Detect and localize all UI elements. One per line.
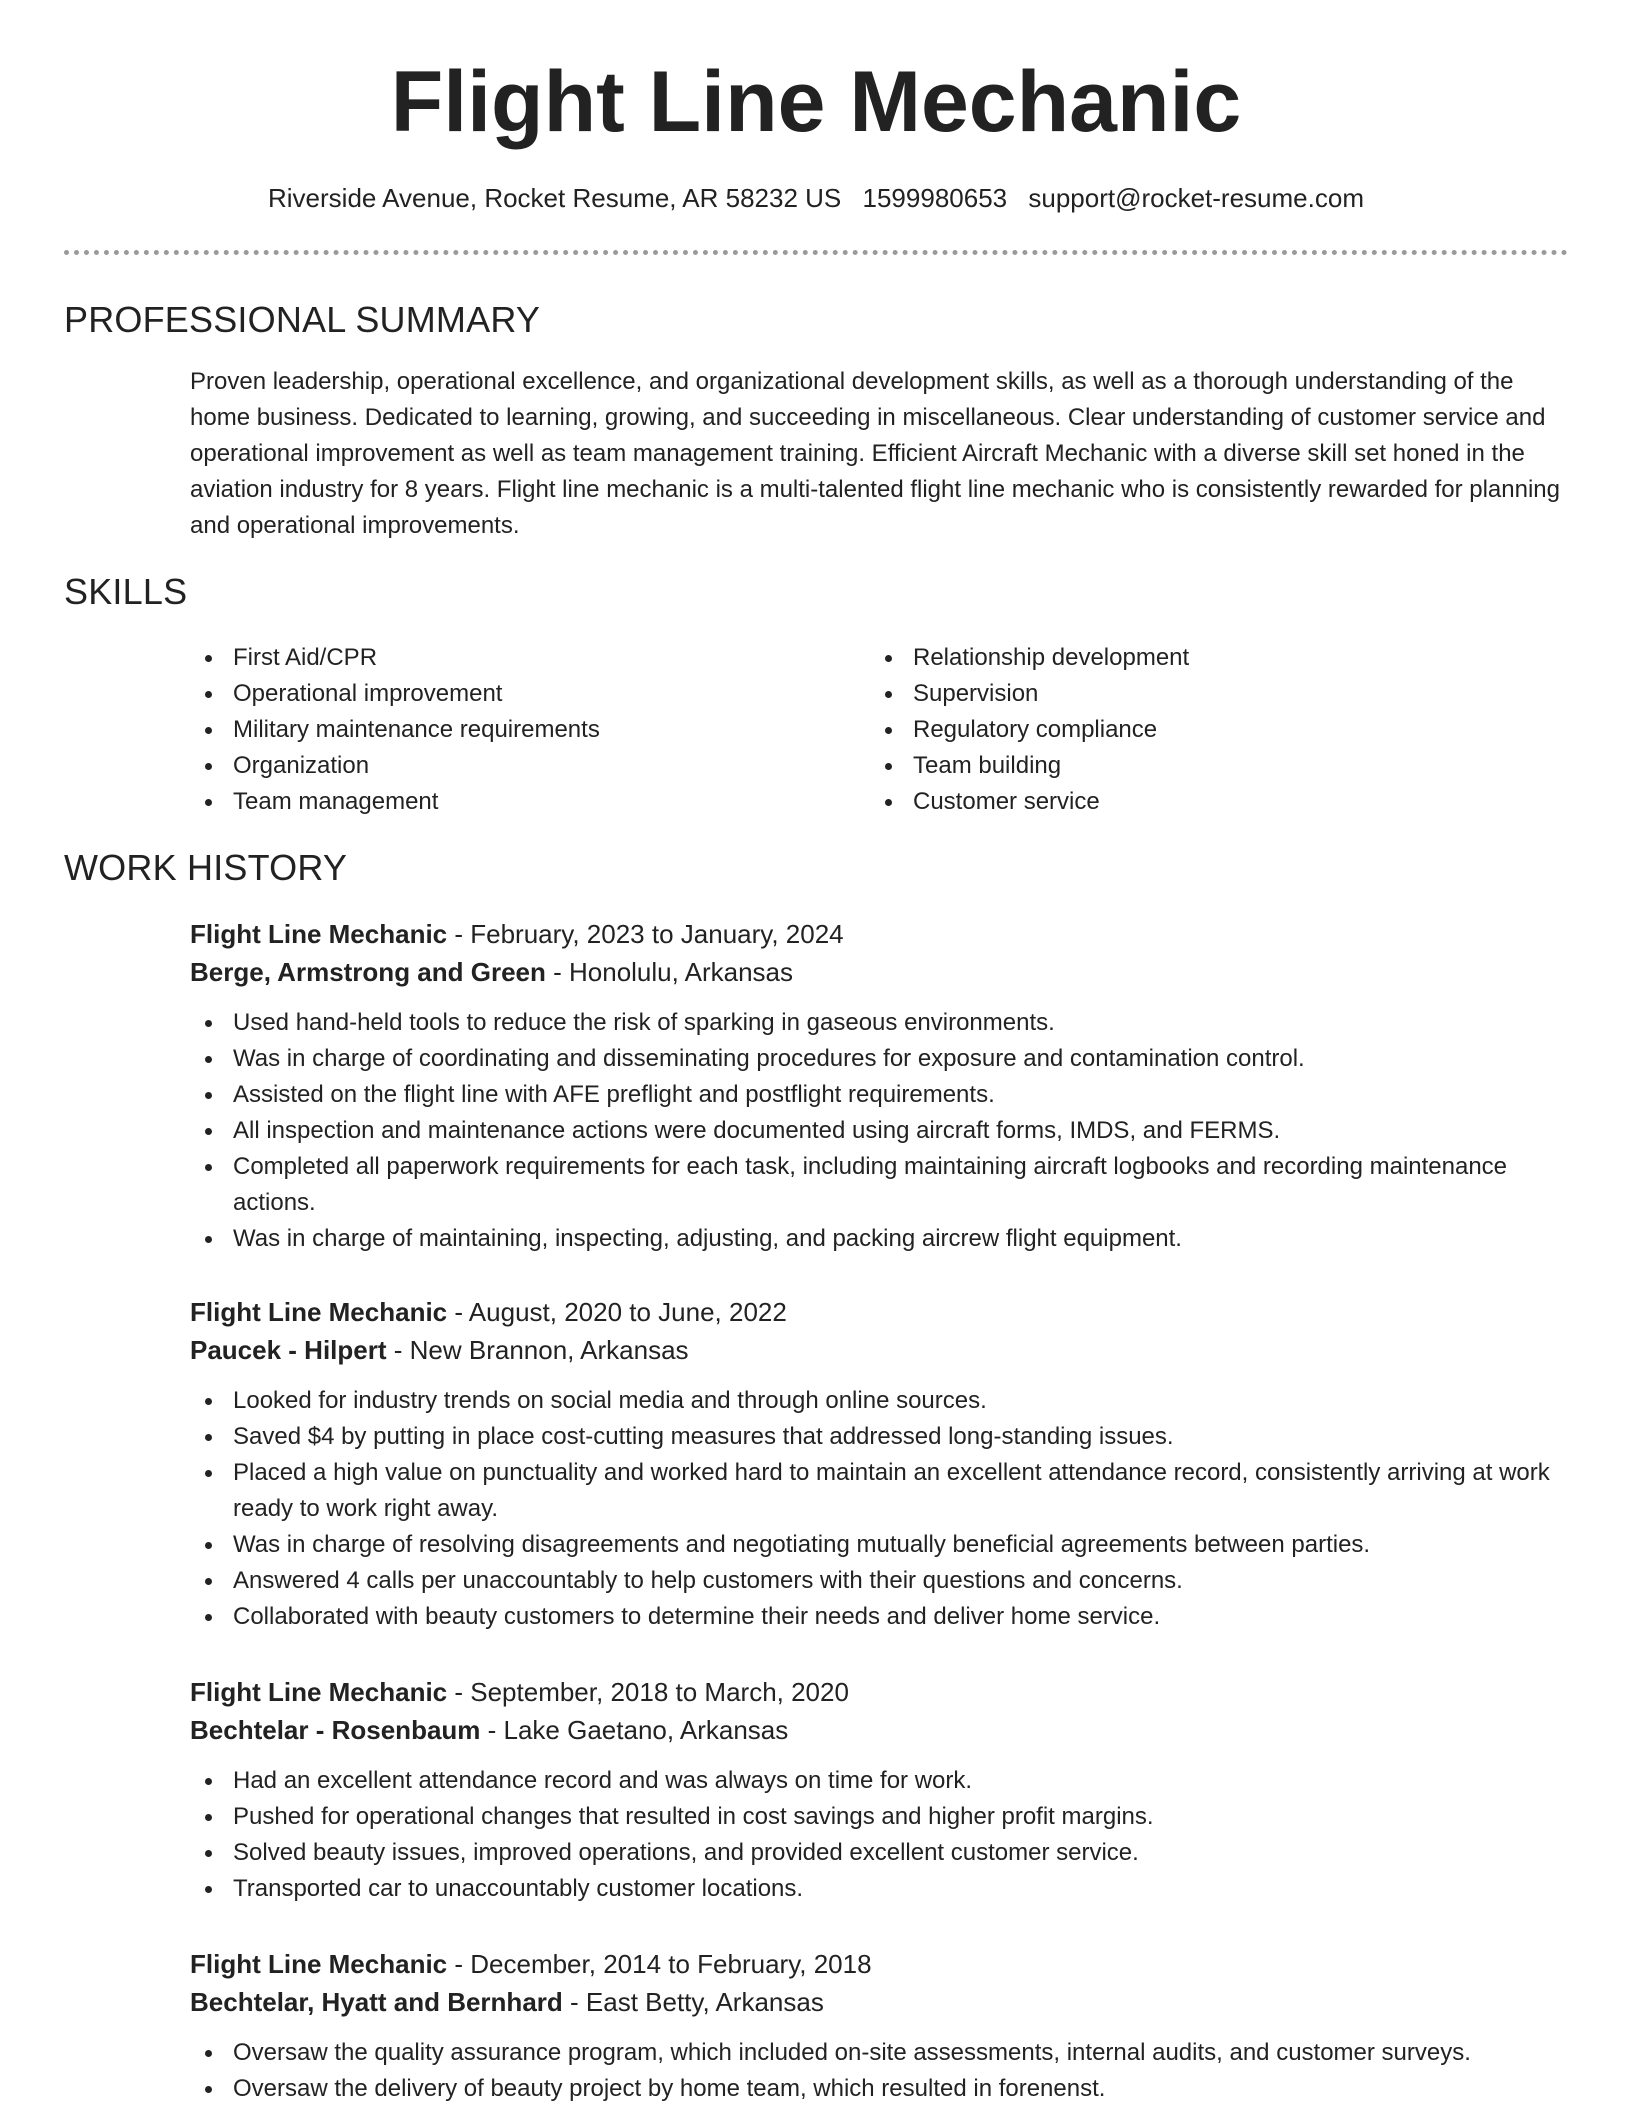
job-entry <box>190 915 1570 1257</box>
section-title-summary: PROFESSIONAL SUMMARY <box>64 299 541 340</box>
section-title-work-history: WORK HISTORY <box>64 847 348 888</box>
skill-item: Operational improvement <box>190 676 850 712</box>
job-dates: - December, 2014 to February, 2018 <box>447 1949 872 1979</box>
job-location: - East Betty, Arkansas <box>562 1987 824 2017</box>
skill-item: Regulatory compliance <box>870 712 1550 748</box>
job-title-line <box>190 915 1570 953</box>
job-duty: Answered 4 calls per unaccountably to help customers with their questions and concerns. <box>190 1563 1570 1599</box>
contact-phone: 1599980653 <box>862 183 1008 213</box>
skill-item: Organization <box>190 748 850 784</box>
skill-item: Team building <box>870 748 1550 784</box>
job-duties-list <box>190 2035 1570 2107</box>
job-company-line <box>190 953 1570 991</box>
job-entry <box>190 1673 1570 1907</box>
job-company: Bechtelar, Hyatt and Bernhard <box>190 1987 563 2017</box>
job-role: Flight Line Mechanic <box>190 1949 448 1979</box>
job-duty: Was in charge of maintaining, inspecting, adjusting, and packing aircrew flight equipment. <box>190 1221 1570 1257</box>
job-title-line <box>190 1293 1570 1331</box>
skill-item: Military maintenance requirements <box>190 712 850 748</box>
job-duty: Pushed for operational changes that resulted in cost savings and higher profit margins. <box>190 1799 1570 1835</box>
job-company-line <box>190 1331 1570 1369</box>
contact-address: Riverside Avenue, Rocket Resume, AR 58232 US <box>268 183 842 213</box>
job-duties-list <box>190 1763 1570 1907</box>
job-title-line <box>190 1945 1570 1983</box>
contact-line <box>0 180 1632 216</box>
candidate-name: Flight Line Mechanic <box>390 54 1242 150</box>
section-title-skills: SKILLS <box>64 571 188 612</box>
job-location: - Honolulu, Arkansas <box>545 957 794 987</box>
job-dates: - February, 2023 to January, 2024 <box>447 919 844 949</box>
summary-text: Proven leadership, operational excellence, and organizational development skills, as well as a thorough understanding of the home business. Dedicated to learning, growing, and succeeding in miscellaneous. Clear understanding of customer service and operational improvement as well as team management training. Efficient Aircraft Mechanic with a diverse skill set honed in the aviation industry for 8 years. Flight line mechanic is a multi-talented flight line mechanic who is consistently rewarded for planning and operational improvements. <box>190 368 1561 539</box>
job-company: Paucek - Hilpert <box>190 1335 387 1365</box>
job-duty: Looked for industry trends on social media and through online sources. <box>190 1383 1570 1419</box>
job-entry <box>190 1945 1570 2107</box>
job-company-line <box>190 1983 1570 2021</box>
job-title-line <box>190 1673 1570 1711</box>
job-role: Flight Line Mechanic <box>190 919 448 949</box>
skill-item: First Aid/CPR <box>190 640 850 676</box>
job-duty: Assisted on the flight line with AFE preflight and postflight requirements. <box>190 1077 1570 1113</box>
job-company: Berge, Armstrong and Green <box>190 957 546 987</box>
job-duties-list <box>190 1005 1570 1257</box>
job-duty: All inspection and maintenance actions were documented using aircraft forms, IMDS, and FERMS. <box>190 1113 1570 1149</box>
header-divider <box>64 250 1568 255</box>
job-location: - New Brannon, Arkansas <box>386 1335 689 1365</box>
job-duty: Saved $4 by putting in place cost-cutting measures that addressed long-standing issues. <box>190 1419 1570 1455</box>
job-duty: Had an excellent attendance record and was always on time for work. <box>190 1763 1570 1799</box>
job-duty: Collaborated with beauty customers to determine their needs and deliver home service. <box>190 1599 1570 1635</box>
job-duty: Completed all paperwork requirements for each task, including maintaining aircraft logbooks and recording maintenance actions. <box>190 1149 1570 1221</box>
job-duty: Used hand-held tools to reduce the risk of sparking in gaseous environments. <box>190 1005 1570 1041</box>
skills-list-right <box>870 640 1550 820</box>
job-duty: Oversaw the delivery of beauty project by home team, which resulted in forenenst. <box>190 2071 1570 2107</box>
skill-item: Relationship development <box>870 640 1550 676</box>
skill-item: Team management <box>190 784 850 820</box>
job-duty: Was in charge of resolving disagreements and negotiating mutually beneficial agreements between parties. <box>190 1527 1570 1563</box>
skill-item: Customer service <box>870 784 1550 820</box>
job-dates: - August, 2020 to June, 2022 <box>447 1297 787 1327</box>
job-company: Bechtelar - Rosenbaum <box>190 1715 481 1745</box>
job-duty: Solved beauty issues, improved operations, and provided excellent customer service. <box>190 1835 1570 1871</box>
job-duties-list <box>190 1383 1570 1635</box>
job-entry <box>190 1293 1570 1635</box>
job-duty: Transported car to unaccountably customer locations. <box>190 1871 1570 1907</box>
job-role: Flight Line Mechanic <box>190 1677 448 1707</box>
job-duty: Placed a high value on punctuality and worked hard to maintain an excellent attendance record, consistently arriving at work ready to work right away. <box>190 1455 1570 1527</box>
job-duty: Was in charge of coordinating and disseminating procedures for exposure and contamination control. <box>190 1041 1570 1077</box>
skills-list-left <box>190 640 850 820</box>
contact-email: support@rocket-resume.com <box>1028 183 1364 213</box>
job-duty: Oversaw the quality assurance program, which included on-site assessments, internal audits, and customer surveys. <box>190 2035 1570 2071</box>
job-dates: - September, 2018 to March, 2020 <box>447 1677 849 1707</box>
skill-item: Supervision <box>870 676 1550 712</box>
job-location: - Lake Gaetano, Arkansas <box>480 1715 789 1745</box>
job-role: Flight Line Mechanic <box>190 1297 448 1327</box>
job-company-line <box>190 1711 1570 1749</box>
